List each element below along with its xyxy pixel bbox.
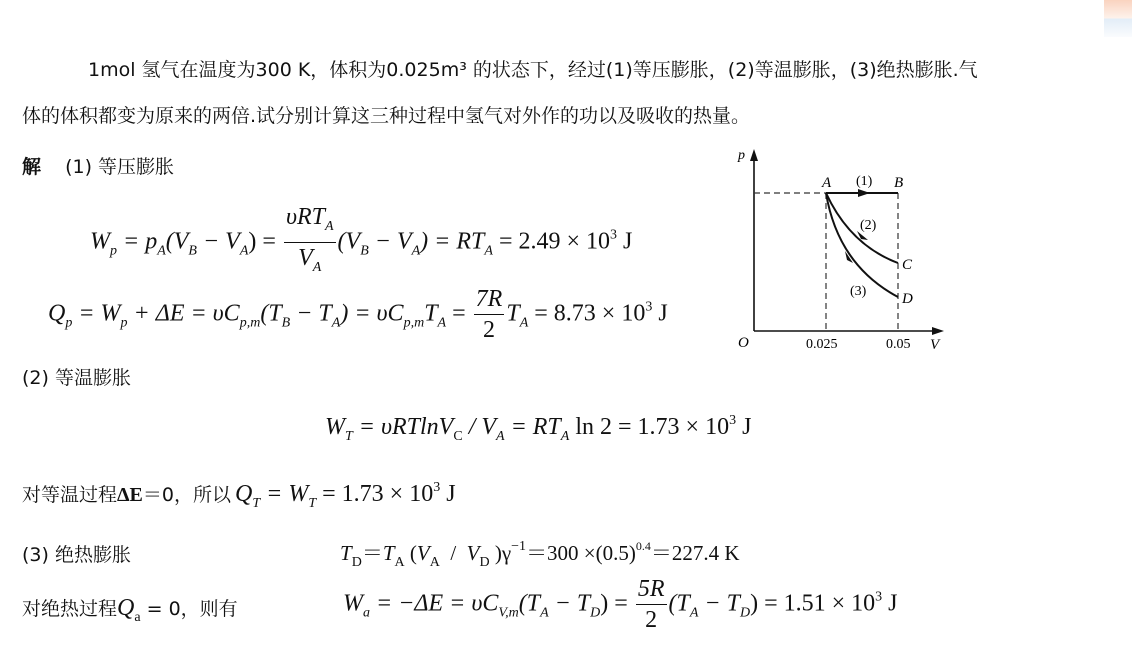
eq-sub: p	[65, 315, 73, 331]
eq-sub: T	[252, 496, 261, 511]
eq-exponent: −1	[511, 539, 527, 554]
eq-sub: B	[281, 315, 291, 331]
v-axis-arrow-icon	[932, 327, 944, 335]
equation-work-isothermal	[325, 413, 751, 445]
eq-sub: D	[739, 605, 751, 621]
eq-sub: A	[689, 605, 699, 621]
eq-exponent: 0.4	[635, 539, 651, 553]
eq-term: )γ	[489, 541, 512, 565]
eq-sub: A	[429, 555, 440, 570]
eq-symbol: V	[416, 541, 430, 565]
eq-term: = p	[123, 228, 158, 255]
eq-sub: A	[484, 243, 493, 259]
eq-term: − T	[548, 590, 591, 617]
text: = 0，则有	[140, 598, 238, 620]
adiabatic-label	[22, 594, 238, 626]
point-c-label: C	[902, 257, 913, 273]
frac-numerator: 7R	[475, 286, 503, 312]
p-axis-arrow-icon	[750, 149, 758, 161]
frac-numerator: 5R	[637, 576, 665, 602]
isothermal-heat-line	[22, 480, 456, 512]
arrow-1-icon	[858, 189, 870, 197]
point-d-label: D	[902, 291, 913, 307]
eq-symbol: Q	[235, 481, 253, 507]
part1-heading	[22, 152, 174, 179]
eq-result: ＝227.4 K	[650, 541, 740, 565]
eq-term: ) =	[248, 228, 276, 255]
eq-result: = 1.73 × 10	[316, 481, 434, 507]
process-2-label: (2)	[860, 218, 877, 233]
eq-sub: T	[308, 496, 317, 511]
process-1-label: (1)	[856, 174, 873, 189]
eq-term: − V	[196, 228, 240, 255]
point-b-label: B	[894, 175, 904, 191]
p-label: p	[738, 148, 745, 163]
origin-label: O	[738, 335, 749, 351]
eq-term: ) =	[600, 590, 628, 617]
eq-term: (T	[260, 300, 282, 327]
eq-symbol: Q	[117, 595, 135, 621]
eq-sub: A	[411, 243, 421, 259]
delta-e: ΔE	[117, 484, 143, 506]
eq-exponent: 3	[875, 589, 883, 605]
eq-sub: T	[345, 429, 353, 444]
equation-work-adiabatic	[343, 575, 897, 635]
eq-term: − T	[290, 300, 332, 327]
eq-exponent: 3	[610, 227, 618, 243]
fraction	[284, 203, 336, 283]
frac-denominator: 2	[482, 317, 495, 343]
part1-title: (1) 等压膨胀	[65, 156, 175, 178]
eq-sub: a	[134, 610, 141, 625]
eq-sub: B	[360, 243, 369, 259]
eq-term: =	[446, 300, 466, 327]
eq-term: = W	[260, 481, 309, 507]
eq-symbol: W	[90, 228, 110, 255]
eq-unit: J	[882, 590, 898, 617]
frac-numerator: υRT	[285, 204, 325, 230]
eq-term: − V	[368, 228, 412, 255]
eq-symbol: W	[343, 590, 363, 617]
frac-denominator: V	[298, 245, 313, 271]
problem-line-1: 1mol 氢气在温度为300 K，体积为0.025m³ 的状态下，经过(1)等压膨胀，(2)等温膨胀，(3)绝热膨胀.气	[88, 59, 978, 81]
equation-temperature-d	[340, 537, 740, 571]
eq-sub: B	[188, 243, 197, 259]
eq-unit: J	[440, 481, 456, 507]
eq-term: = W	[72, 300, 121, 327]
eq-sub: A	[239, 243, 249, 259]
eq-sub: A	[560, 429, 570, 444]
corner-decoration	[1104, 0, 1132, 37]
eq-term: / V	[462, 414, 497, 440]
eq-sub: V,m	[498, 605, 519, 621]
eq-sub: p	[120, 315, 128, 331]
eq-sub: A	[540, 605, 549, 621]
eq-sub: D	[351, 555, 362, 570]
eq-sub: A	[496, 429, 505, 444]
fraction	[636, 575, 667, 635]
eq-sub: A	[157, 243, 166, 259]
eq-term: ＝	[361, 541, 383, 565]
part2-heading: (2) 等温膨胀	[22, 367, 131, 389]
process-3-label: (3)	[850, 284, 867, 299]
text: 对等温过程	[22, 484, 118, 506]
eq-term: T	[424, 300, 438, 327]
eq-sub: A	[331, 315, 341, 331]
equation-work-isobaric	[90, 203, 632, 283]
problem-line-2: 体的体积都变为原来的两倍.试分别计算这三种过程中氢气对外作的功以及吸收的热量。	[22, 105, 751, 127]
eq-unit: J	[652, 300, 668, 327]
eq-exponent: 3	[729, 413, 737, 428]
eq-term: + ΔE = υC	[127, 300, 240, 327]
pv-diagram	[730, 145, 950, 355]
eq-sub: a	[363, 605, 370, 621]
eq-sub: p,m	[239, 315, 261, 331]
eq-term: (V	[337, 228, 361, 255]
point-a-label: A	[822, 175, 832, 191]
eq-term: (T	[668, 590, 690, 617]
eq-sub: A	[394, 555, 405, 570]
eq-term: = υRTlnV	[352, 414, 454, 440]
eq-term: − T	[698, 590, 740, 617]
eq-term: ) = RT	[420, 228, 485, 255]
text: ＝0，所以	[142, 484, 231, 506]
eq-result: = 8.73 × 10	[528, 300, 646, 327]
eq-result: ) = 1.51 × 10	[750, 590, 876, 617]
eq-exponent: 3	[433, 480, 441, 495]
eq-term: ) = υC	[340, 300, 404, 327]
eq-result: ln 2 = 1.73 × 10	[569, 414, 730, 440]
eq-sub: D	[479, 555, 490, 570]
eq-symbol: V	[466, 541, 480, 565]
eq-sub: p	[110, 243, 117, 259]
eq-sub: C	[453, 429, 463, 444]
eq-sub: A	[437, 315, 447, 331]
eq-term: T	[506, 300, 520, 327]
eq-term: (V	[165, 228, 189, 255]
eq-symbol: Q	[48, 300, 66, 327]
part3-heading: (3) 绝热膨胀	[22, 544, 131, 566]
eq-symbol: T	[340, 541, 352, 565]
equation-heat-isobaric	[48, 285, 668, 345]
solution-label: 解	[22, 156, 42, 178]
eq-term: = −ΔE = υC	[370, 590, 499, 617]
eq-sub: A	[312, 260, 322, 275]
eq-unit: J	[617, 228, 633, 255]
eq-symbol: W	[325, 414, 345, 440]
eq-term: (	[404, 541, 417, 565]
fraction	[474, 285, 505, 345]
frac-denominator: 2	[645, 607, 658, 633]
text: 对绝热过程	[22, 598, 118, 620]
eq-sub: A	[324, 219, 334, 234]
eq-term: = RT	[504, 414, 561, 440]
x-tick-005: 0.05	[886, 337, 911, 352]
eq-sub: p,m	[403, 315, 425, 331]
eq-symbol: T	[382, 541, 395, 565]
v-label: V	[930, 337, 940, 353]
eq-sub: D	[590, 605, 601, 621]
eq-sub: A	[519, 315, 529, 331]
eq-unit: J	[736, 414, 752, 440]
eq-term: /	[439, 541, 467, 565]
adiabatic-curve	[826, 193, 898, 297]
eq-exponent: 3	[645, 299, 653, 315]
x-tick-0025: 0.025	[806, 337, 838, 352]
eq-result: = 2.49 × 10	[492, 228, 611, 255]
eq-term: (T	[518, 590, 541, 617]
eq-term: ＝300 ×(0.5)	[526, 541, 636, 565]
